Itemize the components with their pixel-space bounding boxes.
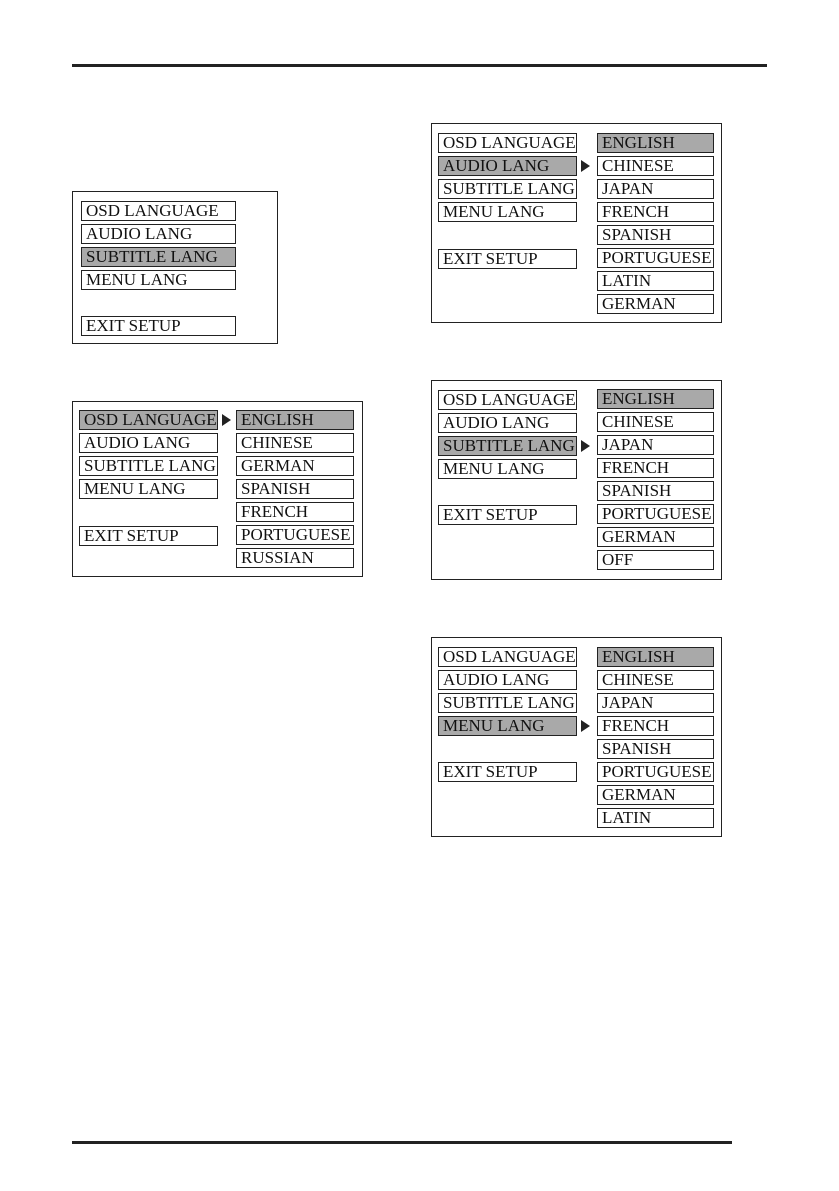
option-item[interactable]: FRENCH (236, 502, 354, 522)
menu-subtitle-lang[interactable]: SUBTITLE LANG (438, 179, 577, 199)
menu-menu-lang[interactable]: MENU LANG (438, 202, 577, 222)
top-rule (72, 64, 767, 67)
menu-menu-lang[interactable]: MENU LANG (438, 459, 577, 479)
option-item[interactable]: OFF (597, 550, 714, 570)
menu-subtitle-lang[interactable]: SUBTITLE LANG (81, 247, 236, 267)
option-item[interactable]: JAPAN (597, 179, 714, 199)
menu-osd-language[interactable]: OSD LANGUAGE (79, 410, 218, 430)
menu-menu-lang[interactable]: MENU LANG (79, 479, 218, 499)
setup-panel-subtitle (431, 380, 722, 580)
menu-exit-setup[interactable]: EXIT SETUP (79, 526, 218, 546)
option-item[interactable]: CHINESE (597, 156, 714, 176)
menu-osd-language[interactable]: OSD LANGUAGE (81, 201, 236, 221)
menu-exit-setup[interactable]: EXIT SETUP (438, 762, 577, 782)
option-item[interactable]: RUSSIAN (236, 548, 354, 568)
menu-osd-language[interactable]: OSD LANGUAGE (438, 390, 577, 410)
option-item[interactable]: GERMAN (236, 456, 354, 476)
menu-exit-setup[interactable]: EXIT SETUP (438, 249, 577, 269)
option-item[interactable]: GERMAN (597, 294, 714, 314)
option-item[interactable]: GERMAN (597, 527, 714, 547)
option-item[interactable]: SPANISH (597, 481, 714, 501)
submenu-arrow-icon (581, 160, 590, 172)
setup-panel-menu (431, 637, 722, 837)
option-item[interactable]: CHINESE (597, 412, 714, 432)
option-item[interactable]: JAPAN (597, 693, 714, 713)
option-item[interactable]: ENGLISH (597, 647, 714, 667)
menu-menu-lang[interactable]: MENU LANG (81, 270, 236, 290)
menu-menu-lang[interactable]: MENU LANG (438, 716, 577, 736)
submenu-arrow-icon (581, 440, 590, 452)
menu-audio-lang[interactable]: AUDIO LANG (438, 156, 577, 176)
option-item[interactable]: PORTUGUESE (597, 762, 714, 782)
menu-exit-setup[interactable]: EXIT SETUP (81, 316, 236, 336)
option-item[interactable]: CHINESE (597, 670, 714, 690)
option-item[interactable]: JAPAN (597, 435, 714, 455)
option-item[interactable]: SPANISH (597, 225, 714, 245)
menu-subtitle-lang[interactable]: SUBTITLE LANG (79, 456, 218, 476)
setup-panel-osd (72, 401, 363, 577)
option-item[interactable]: LATIN (597, 271, 714, 291)
option-item[interactable]: ENGLISH (597, 389, 714, 409)
bottom-rule (72, 1141, 732, 1144)
menu-audio-lang[interactable]: AUDIO LANG (79, 433, 218, 453)
option-item[interactable]: PORTUGUESE (597, 248, 714, 268)
option-item[interactable]: LATIN (597, 808, 714, 828)
option-item[interactable]: ENGLISH (236, 410, 354, 430)
menu-exit-setup[interactable]: EXIT SETUP (438, 505, 577, 525)
menu-audio-lang[interactable]: AUDIO LANG (81, 224, 236, 244)
submenu-arrow-icon (222, 414, 231, 426)
option-item[interactable]: FRENCH (597, 716, 714, 736)
submenu-arrow-icon (581, 720, 590, 732)
setup-panel-main (72, 191, 278, 344)
menu-audio-lang[interactable]: AUDIO LANG (438, 413, 577, 433)
option-item[interactable]: SPANISH (597, 739, 714, 759)
menu-audio-lang[interactable]: AUDIO LANG (438, 670, 577, 690)
menu-subtitle-lang[interactable]: SUBTITLE LANG (438, 693, 577, 713)
option-item[interactable]: GERMAN (597, 785, 714, 805)
option-item[interactable]: PORTUGUESE (597, 504, 714, 524)
option-item[interactable]: PORTUGUESE (236, 525, 354, 545)
option-item[interactable]: ENGLISH (597, 133, 714, 153)
option-item[interactable]: FRENCH (597, 202, 714, 222)
menu-osd-language[interactable]: OSD LANGUAGE (438, 647, 577, 667)
menu-osd-language[interactable]: OSD LANGUAGE (438, 133, 577, 153)
option-item[interactable]: CHINESE (236, 433, 354, 453)
setup-panel-audio (431, 123, 722, 323)
option-item[interactable]: FRENCH (597, 458, 714, 478)
option-item[interactable]: SPANISH (236, 479, 354, 499)
menu-subtitle-lang[interactable]: SUBTITLE LANG (438, 436, 577, 456)
